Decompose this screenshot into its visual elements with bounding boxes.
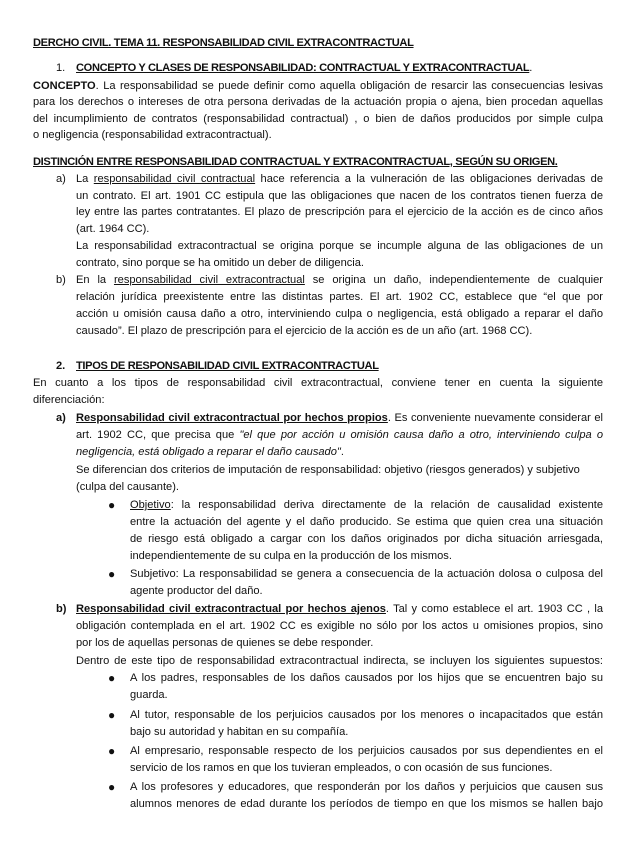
objective-line-4: independientemente de su culpa en la producción de los mismos. <box>130 550 452 562</box>
type-a-marker: a) <box>56 412 66 424</box>
list-item-3-line-1: Al empresario, responsable respecto de los perjuicios causados por sus dependientes en el <box>130 745 603 757</box>
list-item-2-line-1: Al tutor, responsable de los perjuicios causados por los menores o incapacitados que están <box>130 709 603 721</box>
list-item-1-line-2: guarda. <box>130 689 168 701</box>
distinction-b-pre: En la <box>76 274 114 286</box>
objective-line-1 <box>130 498 603 512</box>
list-item-1-line-1: A los padres, responsables de los daños causados por los hijos que se encuentren bajo su <box>130 672 603 684</box>
type-a-line-2 <box>76 428 603 442</box>
objective-line-3: de riesgo está obligado a cargar con los daños originados por dicha situación arriesgada, <box>130 533 603 545</box>
section-1-heading-end: . <box>529 62 533 74</box>
distinction-b-marker: b) <box>56 274 66 286</box>
objective-text-1: : la responsabilidad deriva directamente de la relación de causalidad existente <box>170 499 603 511</box>
extracontractual-term: responsabilidad civil extracontractual <box>113 274 305 286</box>
section-2-intro-1: En cuanto a los tipos de responsabilidad civil extracontractual, conviene tener en cuenta la siguiente <box>33 377 603 389</box>
concept-label: CONCEPTO <box>33 80 96 92</box>
type-b-line-1 <box>76 602 603 616</box>
distinction-a-post: hace referencia a la vulneración de las obligaciones derivadas de <box>255 173 604 185</box>
distinction-b-line-4: causado”. El plazo de prescripción para el ejercicio de la acción es de un año (art. 1968 CC). <box>76 325 533 337</box>
concept-line-3: del incumplimiento de contratos (responsabilidad contractual) , o bien de daños producidos por simple culpa <box>33 113 603 125</box>
distinction-a-marker: a) <box>56 173 66 185</box>
subjective-line-1: Subjetivo: La responsabilidad se genera a consecuencia de la actuación dolosa o culposa del <box>130 568 603 580</box>
type-a-line-4: Se diferencian dos criterios de imputación de responsabilidad: objetivo (riesgos generados) y subjetivo <box>76 464 580 476</box>
subjective-line-2: agente productor del daño. <box>130 585 263 597</box>
type-b-marker: b) <box>56 603 67 615</box>
type-a-heading: Responsabilidad civil extracontractual por hechos propios <box>76 412 388 424</box>
type-b-line-2: obligación contemplada en el art. 1902 CC es exigible no sólo por los actos u omisiones propios, sino <box>76 620 603 632</box>
type-a-line-3 <box>76 445 344 459</box>
distinction-a-line-4: (art. 1964 CC). <box>76 223 150 235</box>
distinction-a-line-6: contrato, sino porque se ha omitido un deber de diligencia. <box>76 257 365 269</box>
concept-line-1 <box>33 79 603 93</box>
type-a-l2-pre: art. 1902 CC, que precisa que <box>76 429 240 441</box>
list-item-4-line-1: A los profesores y educadores, que responderán por los daños y perjuicios que causen sus <box>130 781 603 793</box>
distinction-b-line-2: relación jurídica preexistente entre las distintas partes. El art. 1902 CC, establece que “el que por <box>76 291 603 303</box>
type-a-l3-quote: negligencia, está obligado a reparar el daño causado" <box>76 446 341 458</box>
concept-line-2: para los derechos o intereses de otra persona derivadas de la actuación propia o ajena, bien procedan aquellas <box>33 96 603 108</box>
list-item-3-line-2: servicio de los ramos en que los tuvieran empleados, o con ocasión de sus funciones. <box>130 762 553 774</box>
distinction-a-line-2: un contrato. El art. 1901 CC estipula que las obligaciones que nacen de los contratos tienen fuerza de <box>76 190 603 202</box>
objective-line-2: entre la actuación del agente y el daño producido. Se estima que quien crea una situación <box>130 516 603 528</box>
type-b-line-4: Dentro de este tipo de responsabilidad extracontractual indirecta, se incluyen los siguientes supuestos: <box>76 655 603 667</box>
section-2-heading: TIPOS DE RESPONSABILIDAD CIVIL EXTRACONTRACTUAL <box>76 360 379 372</box>
type-a-line-5: (culpa del causante). <box>76 481 179 493</box>
bullet-icon: ● <box>108 498 116 512</box>
type-a-rest: . Es conveniente nuevamente considerar el <box>387 412 604 424</box>
list-item-4-line-2: alumnos menores de edad durante los períodos de tiempo en que los mismos se hallen bajo <box>130 798 603 810</box>
concept-line-4: o negligencia (responsabilidad extracontractual). <box>33 129 272 141</box>
distinction-heading: DISTINCIÓN ENTRE RESPONSABILIDAD CONTRACTUAL Y EXTRACONTRACTUAL, SEGÚN SU ORIGEN. <box>33 156 558 168</box>
document-title: DERCHO CIVIL. TEMA 11. RESPONSABILIDAD CIVIL EXTRACONTRACTUAL <box>33 37 414 49</box>
bullet-icon: ● <box>108 671 116 685</box>
concept-text-1: . La responsabilidad se puede definir como aquella obligación de resarcir las consecuencias lesivas <box>95 80 603 92</box>
type-b-rest: . Tal y como establece el art. 1903 CC , la <box>385 603 604 615</box>
bullet-icon: ● <box>108 567 116 581</box>
type-a-line-1 <box>76 411 603 425</box>
section-2-number: 2. <box>56 360 66 372</box>
distinction-b-line-1 <box>76 273 603 287</box>
bullet-icon: ● <box>108 708 116 722</box>
distinction-a-line-3: ley entre las partes contratantes. El plazo de prescripción para el ejercicio de la acción es de cinco años <box>76 206 603 218</box>
section-1-heading: CONCEPTO Y CLASES DE RESPONSABILIDAD: CONTRACTUAL Y EXTRACONTRACTUAL <box>76 62 530 74</box>
type-a-l3-end: . <box>340 446 344 458</box>
type-b-line-3: por los de aquellas personas de quienes se debe responder. <box>76 637 374 649</box>
section-1-heading-line <box>76 61 532 75</box>
section-1-number: 1. <box>56 62 66 74</box>
bullet-icon: ● <box>108 780 116 794</box>
distinction-b-post: se origina un daño, independientemente de cualquier <box>304 274 604 286</box>
section-2-intro-2: diferenciación: <box>33 394 105 406</box>
distinction-b-line-3: acción u omisión causa daño a otro, interviniendo culpa o negligencia, está obligado a reparar el daño <box>76 308 603 320</box>
contractual-term: responsabilidad civil contractual <box>93 173 256 185</box>
distinction-a-line-5: La responsabilidad extracontractual se origina porque se incumple alguna de las obligaciones de un <box>76 240 603 252</box>
objective-label: Objetivo <box>130 499 171 511</box>
list-item-2-line-2: bajo su autoridad y habitan en su compañía. <box>130 726 349 738</box>
type-a-l2-quote: "el que por acción u omisión causa daño a otro, interviniendo culpa o <box>239 429 603 441</box>
type-b-heading: Responsabilidad civil extracontractual por hechos ajenos <box>76 603 386 615</box>
distinction-a-line-1 <box>76 172 603 186</box>
bullet-icon: ● <box>108 744 116 758</box>
distinction-a-pre: La <box>76 173 94 185</box>
